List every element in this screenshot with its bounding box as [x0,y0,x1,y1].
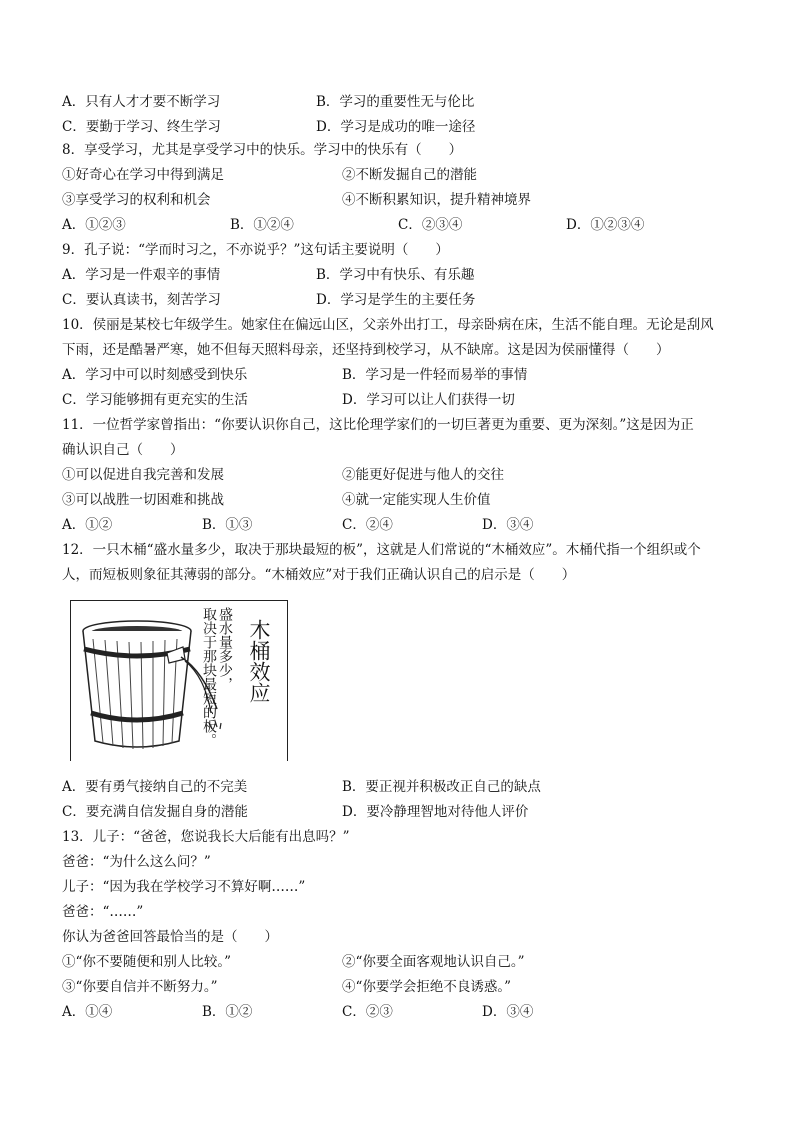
option-line: D．要冷静理智地对待他人评价 [342,804,529,820]
question-stem: 10．侯丽是某校七年级学生。她家住在偏远山区，父亲外出打工，母亲卧病在床，生活不能自理。无论是刮风 [62,317,714,333]
question-stem: 12．一只木桶“盛水量多少，取决于那块最短的板”，这就是人们常说的“木桶效应”。木桶代指一个组织或个 [62,542,701,558]
option-line: C．②③④ [398,217,463,233]
statement-line: ③可以战胜一切困难和挑战 [62,492,224,508]
question-stem: 8．享受学习，尤其是享受学习中的快乐。学习中的快乐有（ ） [62,142,463,158]
statement-line: ①好奇心在学习中得到满足 [62,167,224,183]
statement-line: ①“你不要随便和别人比较。” [62,954,232,970]
figure-title: 木桶效应 [247,619,271,703]
question-stem: 人，而短板则象征其薄弱的部分。“木桶效应”对于我们正确认识自己的启示是（ ） [62,567,576,583]
statement-line: ④不断积累知识，提升精神境界 [342,192,531,208]
dialogue-line: 爸爸：“……” [62,904,144,920]
question-stem: 13．儿子：“爸爸，您说我长大后能有出息吗？” [62,829,350,845]
question-stem: 11．一位哲学家曾指出：“你要认识你自己，这比伦理学家们的一切巨著更为重要、更为深刻。”这是因为正 [62,417,694,433]
statement-line: ④就一定能实现人生价值 [342,492,491,508]
option-line: B．①②④ [230,217,294,233]
option-line: D．学习是学生的主要任务 [316,292,476,308]
option-line: A．要有勇气接纳自己的不完美 [62,779,248,795]
question-stem: 确认识自己（ ） [62,442,184,458]
dialogue-line: 爸爸：“为什么这么问？” [62,854,211,870]
option-line: D．①②③④ [566,217,645,233]
statement-line: ②不断发掘自己的潜能 [342,167,477,183]
statement-line: ②能更好促进与他人的交往 [342,467,504,483]
figure-caption-line2: 取决于那块最短的板。 [201,607,217,747]
barrel-figure [70,600,288,761]
option-line: C．要充满自信发掘自身的潜能 [62,804,248,820]
option-line: C．②④ [342,517,393,533]
option-line: D．学习是成功的唯一途径 [316,119,476,135]
option-line: C．要勤于学习、终生学习 [62,119,221,135]
statement-line: ③“你要自信并不断努力。” [62,979,218,995]
figure-caption-line1: 盛水量多少， [217,607,233,691]
question-stem: 9．孔子说：“学而时习之，不亦说乎？”这句话主要说明（ ） [62,242,449,258]
option-line: B．学习的重要性无与伦比 [316,94,475,110]
option-line: C．②③ [342,1004,393,1020]
option-line: A．①④ [62,1004,113,1020]
statement-line: ③享受学习的权利和机会 [62,192,211,208]
option-line: D．③④ [482,1004,534,1020]
option-line: D．③④ [482,517,534,533]
option-line: B．①② [202,1004,253,1020]
option-line: A．学习是一件艰辛的事情 [62,267,221,283]
option-line: B．学习是一件轻而易举的事情 [342,367,528,383]
option-line: C．学习能够拥有更充实的生活 [62,392,248,408]
option-line: A．只有人才才要不断学习 [62,94,221,110]
option-line: A．学习中可以时刻感受到快乐 [62,367,248,383]
option-line: D．学习可以让人们获得一切 [342,392,515,408]
option-line: B．要正视并积极改正自己的缺点 [342,779,541,795]
option-line: B．①③ [202,517,253,533]
question-stem: 你认为爸爸回答最恰当的是（ ） [62,929,278,945]
statement-line: ①可以促进自我完善和发展 [62,467,224,483]
dialogue-line: 儿子：“因为我在学校学习不算好啊……” [62,879,306,895]
option-line: A．①② [62,517,113,533]
statement-line: ②“你要全面客观地认识自己。” [342,954,525,970]
option-line: B．学习中有快乐、有乐趣 [316,267,475,283]
option-line: C．要认真读书，刻苦学习 [62,292,221,308]
statement-line: ④“你要学会拒绝不良诱惑。” [342,979,512,995]
question-stem: 下雨，还是酷暑严寒，她不但每天照料母亲，还坚持到校学习，从不缺席。这是因为侯丽懂得（ ） [62,342,670,358]
option-line: A．①②③ [62,217,126,233]
